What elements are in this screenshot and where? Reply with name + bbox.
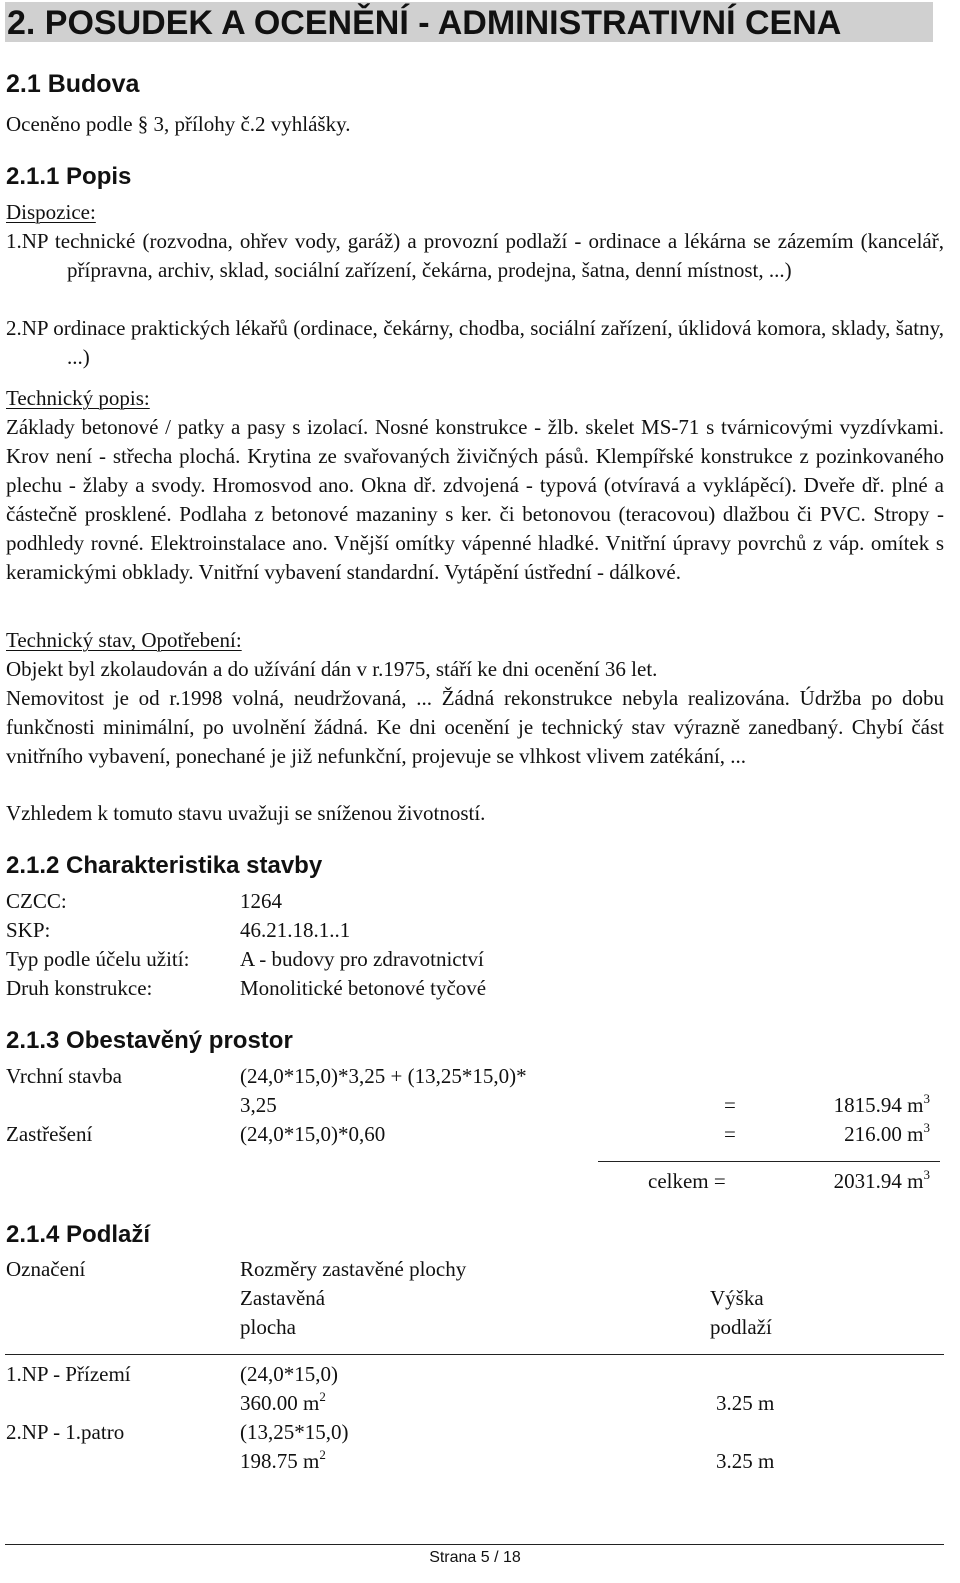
technical-state-label: Technický stav, Opotřebení: bbox=[6, 628, 242, 652]
floor-row-height: 3.25 m bbox=[716, 1391, 775, 1415]
floor-row-height: 3.25 m bbox=[716, 1449, 775, 1473]
floor-row-name: 2.NP - 1.patro bbox=[6, 1420, 125, 1444]
volume-row-label: Vrchní stavba bbox=[6, 1064, 122, 1088]
volume-row-value: 216.00 $m^3$ bbox=[844, 1120, 930, 1146]
floor-2-description: 2.NP ordinace praktických lékařů (ordinace, čekárny, chodba, sociální zařízení, úklidová komora, sklady, šatny, ...) bbox=[6, 316, 944, 369]
characteristic-value: 1264 bbox=[240, 889, 282, 913]
floors-col-label: Označení bbox=[6, 1257, 86, 1281]
technical-state-text: Nemovitost je od r.1998 volná, neudržovaná, ... Žádná rekonstrukce nebyla realizována. Údržba po dobu funkčnosti minimální, po uvolnění žádná. Ke dni ocenění je technický stav výrazně zanedbaný. Chybí část vnitřního vybavení, ponechané je již nefunkční, projevuje se vlhkost vlivem zatékání, ... bbox=[6, 686, 944, 768]
floors-col-area: Zastavěná bbox=[240, 1286, 326, 1310]
floors-col-area: plocha bbox=[240, 1315, 296, 1339]
volume-row-formula: (24,0*15,0)*0,60 bbox=[240, 1122, 386, 1146]
technical-description-text: Základy betonové / patky a pasy s izolací. Nosné konstrukce - žlb. skelet MS-71 s tvárnicovými vyzdívkami. Krov není - střecha plochá. Krytina ze svařovaných živičných pásů. Klempířské konstrukce z pozinkovaného plechu - žlaby a svody. Hromosvod ano. Okna dř. zdvojená - typová (otvíravá a vyklápěcí). Dveře dř. plné a částečně prosklené. Podlaha z betonové mazaniny s ker. či betonovou (teracovou) dlažbou či PVC. Stropy - podhledy rovné. Elektroinstalace ano. Vnější omítky vápenné hladké. Vnitřní úpravy povrchů z váp. omítek s keramickými obklady. Vnitřní vybavení standardní. Vytápění ústřední - dálkové. bbox=[6, 415, 944, 584]
floors-header-divider bbox=[5, 1354, 944, 1355]
subsection-title-floors: 2.1.4 Podlaží bbox=[6, 1221, 151, 1248]
characteristic-value: A - budovy pro zdravotnictví bbox=[240, 947, 484, 971]
floors-col-dims: Rozměry zastavěné plochy bbox=[240, 1257, 467, 1281]
volume-row-label: Zastřešení bbox=[6, 1122, 93, 1146]
characteristic-label: Typ podle účelu užití: bbox=[6, 947, 190, 971]
volume-row-formula-cont: 3,25 bbox=[240, 1093, 277, 1117]
volume-row-equals: = bbox=[724, 1093, 736, 1117]
page-number: Strana 5 / 18 bbox=[429, 1549, 521, 1566]
floor-row-area: 360.00 $m^2$ bbox=[240, 1389, 326, 1415]
subsection-title-characteristics: 2.1.2 Charakteristika stavby bbox=[6, 852, 323, 879]
floor-row-area: 198.75 $m^2$ bbox=[240, 1447, 326, 1473]
floor-row-name: 1.NP - Přízemí bbox=[6, 1362, 131, 1386]
floor-row-dims: (24,0*15,0) bbox=[240, 1362, 338, 1386]
volume-row-formula: (24,0*15,0)*3,25 + (13,25*15,0)* bbox=[240, 1064, 527, 1088]
characteristic-label: Druh konstrukce: bbox=[6, 976, 153, 1000]
section-title-building: 2.1 Budova bbox=[6, 70, 140, 98]
valuation-basis: Oceněno podle § 3, přílohy č.2 vyhlášky. bbox=[6, 112, 351, 136]
volume-total-label: celkem = bbox=[648, 1169, 726, 1193]
volume-total-value: 2031.94 $m^3$ bbox=[833, 1167, 930, 1193]
floors-col-height: Výška bbox=[710, 1286, 764, 1310]
subsection-title-description: 2.1.1 Popis bbox=[6, 163, 132, 190]
volume-row-equals: = bbox=[724, 1122, 736, 1146]
floor-1-description: 1.NP technické (rozvodna, ohřev vody, garáž) a provozní podlaží - ordinace a lékárna se zázemím (kancelář, přípravna, archiv, sklad, sociální zařízení, čekárna, prodejna, šatna, denní místnost, ...) bbox=[6, 229, 944, 282]
total-divider bbox=[598, 1161, 940, 1162]
footer-divider bbox=[5, 1544, 944, 1545]
technical-description-label: Technický popis: bbox=[6, 386, 150, 410]
subsection-title-volume: 2.1.3 Obestavěný prostor bbox=[6, 1027, 293, 1054]
characteristic-value: Monolitické betonové tyčové bbox=[240, 976, 487, 1000]
characteristic-label: SKP: bbox=[6, 918, 51, 942]
page-title: 2. POSUDEK A OCENĚNÍ - ADMINISTRATIVNÍ CENA bbox=[5, 2, 933, 42]
technical-state-line1: Objekt byl zkolaudován a do užívání dán v r.1975, stáří ke dni ocenění 36 let. bbox=[6, 657, 658, 681]
characteristic-label: CZCC: bbox=[6, 889, 67, 913]
layout-label: Dispozice: bbox=[6, 200, 96, 224]
characteristic-value: 46.21.18.1..1 bbox=[240, 918, 351, 942]
floors-col-height: podlaží bbox=[710, 1315, 772, 1339]
technical-state-conclusion: Vzhledem k tomuto stavu uvažuji se sníženou životností. bbox=[6, 801, 486, 825]
floor-row-dims: (13,25*15,0) bbox=[240, 1420, 349, 1444]
volume-row-value: 1815.94 $m^3$ bbox=[833, 1091, 930, 1117]
